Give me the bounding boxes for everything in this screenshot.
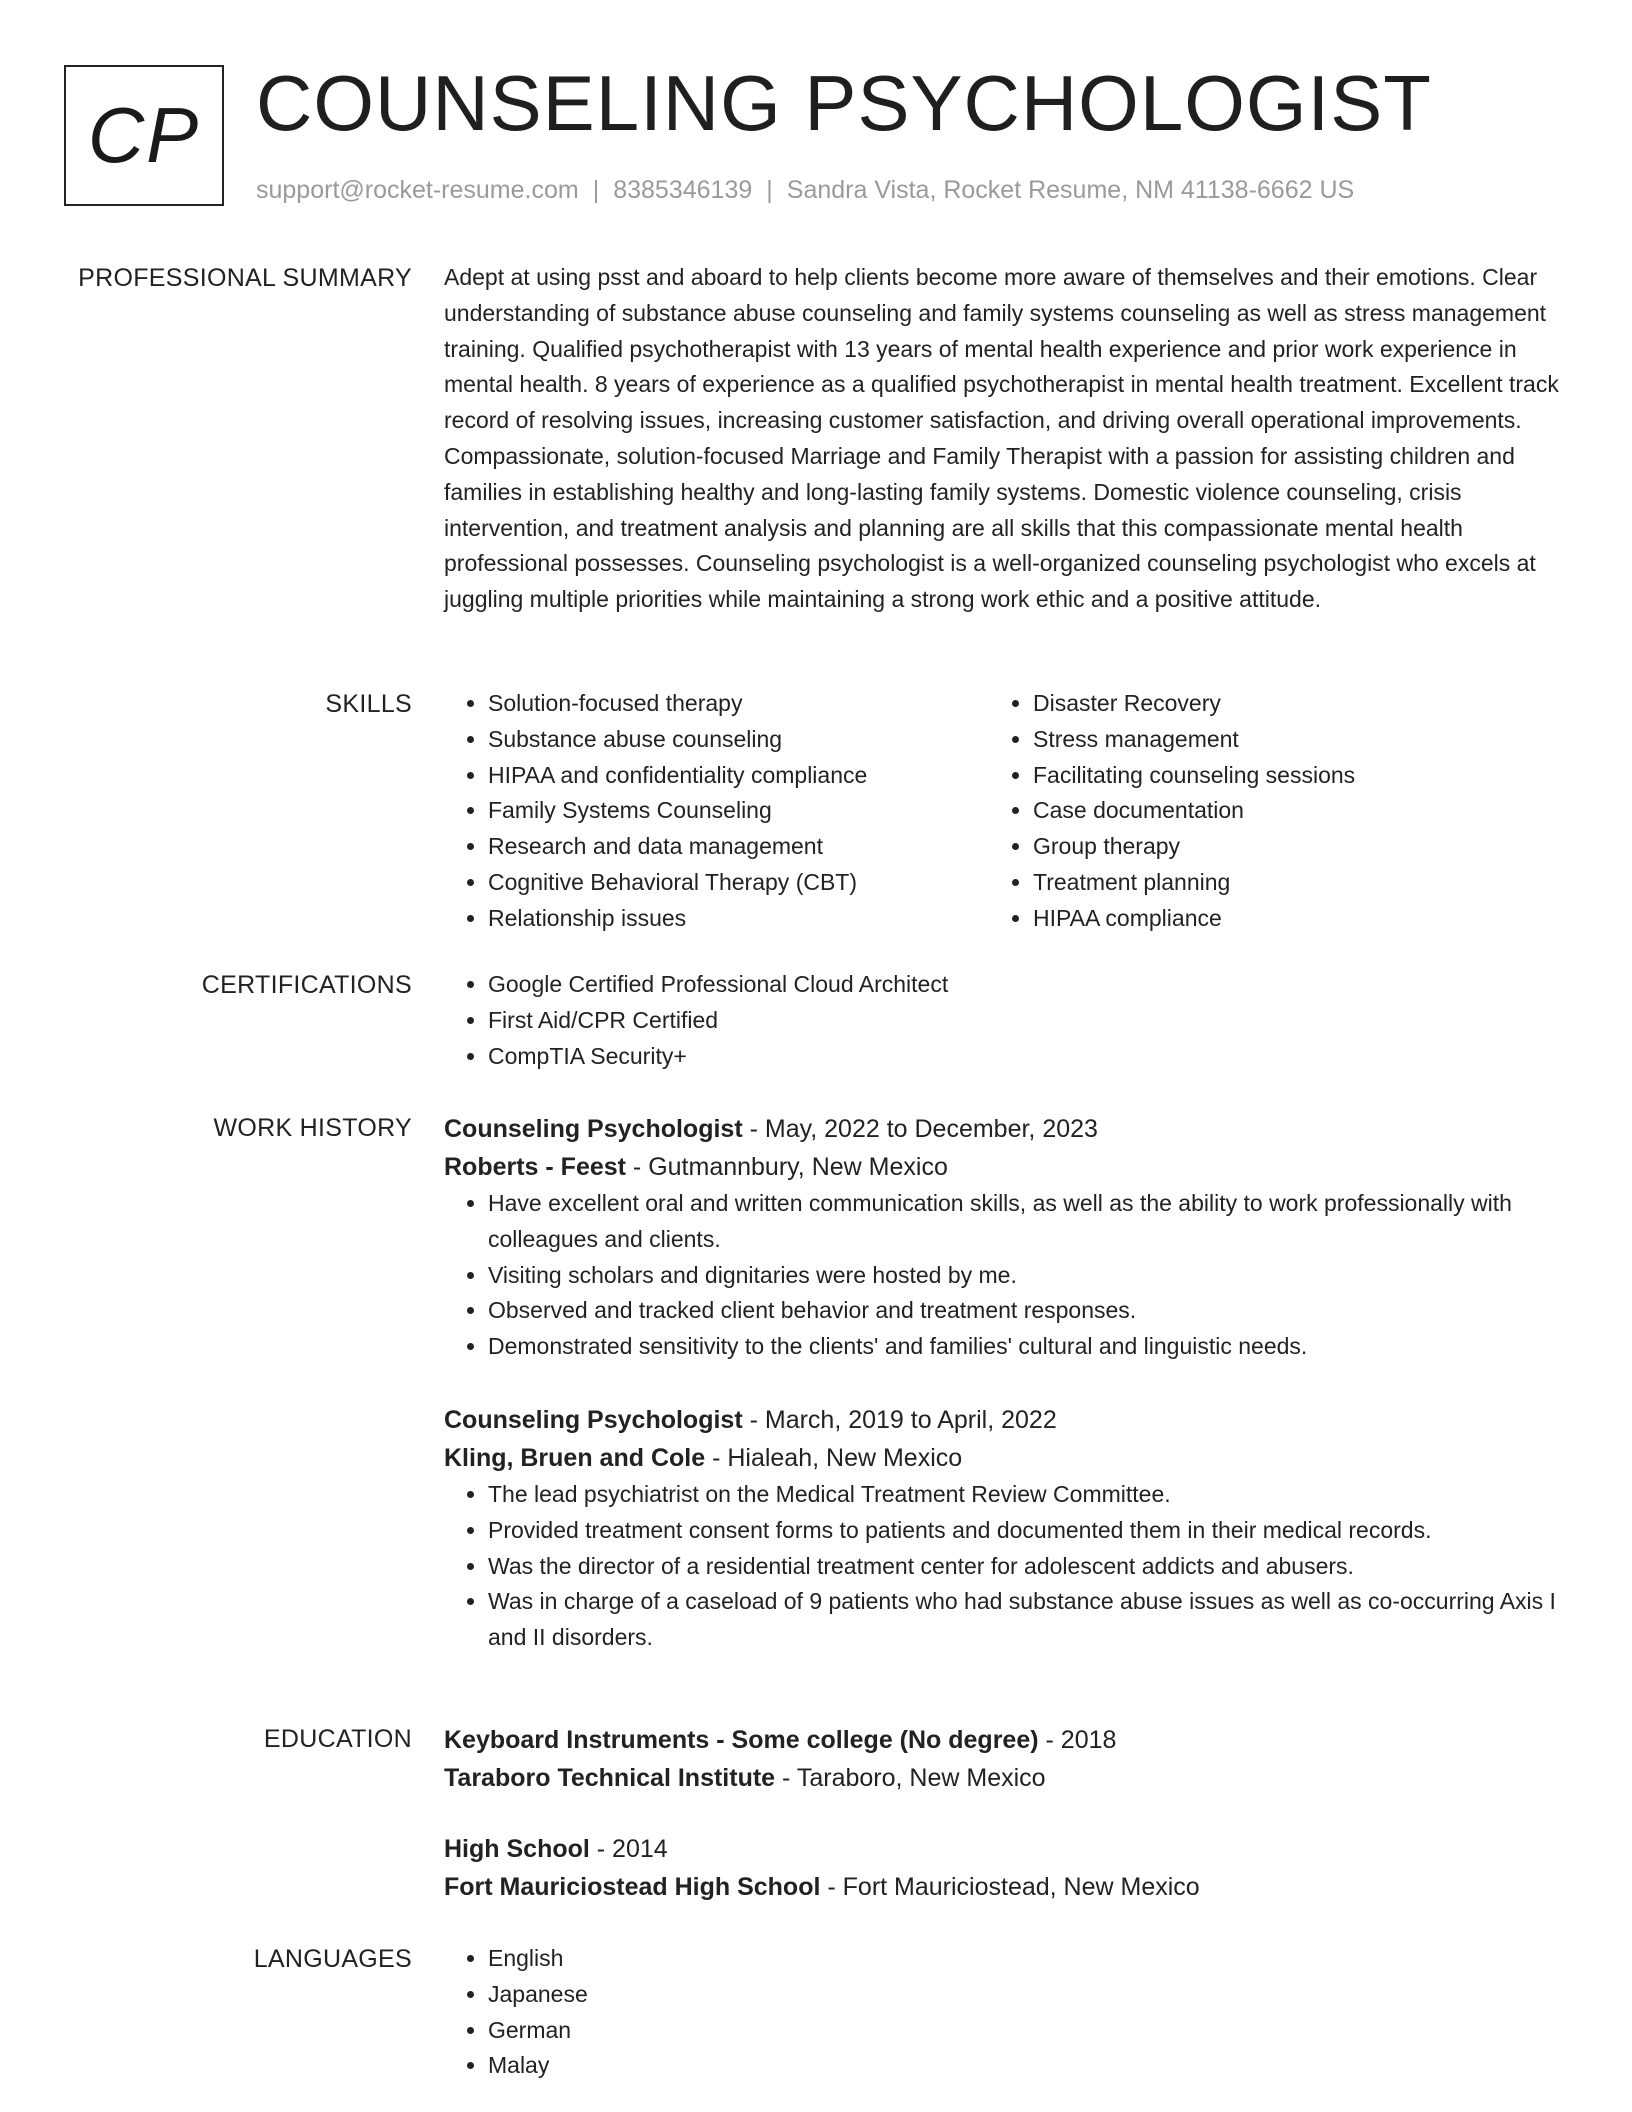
- summary-text: Adept at using psst and aboard to help clients become more aware of themselves and their emotions. Clear understanding of substance abuse counseling and family systems counseling as well as stress management training. Qualified psychotherapist with 13 years of mental health experience and prior work experience in mental health. 8 years of experience as a qualified psychotherapist in mental health treatment. Excellent track record of resolving issues, increasing customer satisfaction, and driving overall operational improvements. Compassionate, solution-focused Marriage and Family Therapist with a passion for assisting children and families in establishing healthy and long-lasting family systems. Domestic violence counseling, crisis intervention, and treatment analysis and planning are all skills that this compassionate mental health professional possesses. Counseling psychologist is a well-organized counseling psychologist who excels at juggling multiple priorities while maintaining a strong work ethic and a positive attitude.: [444, 264, 1559, 613]
- job-title: Counseling Psychologist: [444, 1115, 743, 1143]
- job-bullet: • Demonstrated sensitivity to the clients' and families' cultural and linguistic needs.: [488, 1329, 1562, 1365]
- education-school-line: [444, 1759, 1562, 1797]
- contact-address: Sandra Vista, Rocket Resume, NM 41138-6662 US: [786, 176, 1355, 204]
- language-item: • Japanese: [488, 1977, 1562, 2013]
- education-location: - Fort Mauriciostead, New Mexico: [820, 1873, 1200, 1901]
- skill-item: • Facilitating counseling sessions: [1033, 758, 1534, 794]
- job-title-line: [444, 1110, 1562, 1148]
- contact-phone[interactable]: 8385346139: [613, 176, 753, 204]
- job-location: - Hialeah, New Mexico: [705, 1443, 963, 1472]
- contact-line: [256, 174, 1354, 206]
- skill-item: • Treatment planning: [1033, 865, 1534, 901]
- skill-item: • Cognitive Behavioral Therapy (CBT): [488, 865, 989, 901]
- job-bullet: • Have excellent oral and written communication skills, as well as the ability to work professionally with colleagues and clients.: [488, 1186, 1562, 1258]
- education-entry: [444, 1830, 1562, 1906]
- education-year: - 2018: [1038, 1726, 1117, 1754]
- education-school: Fort Mauriciostead High School: [444, 1873, 821, 1901]
- job-bullets: [444, 1477, 1562, 1656]
- contact-separator: |: [766, 176, 773, 204]
- skills-body: [444, 686, 1562, 937]
- education-school-line: [444, 1868, 1562, 1906]
- education-degree: Keyboard Instruments - Some college (No degree): [444, 1726, 1039, 1754]
- contact-separator: |: [592, 176, 600, 204]
- job-company: Kling, Bruen and Cole: [444, 1443, 706, 1472]
- education-school: Taraboro Technical Institute: [444, 1764, 776, 1792]
- job-company-line: [444, 1439, 1562, 1477]
- language-item: • Malay: [488, 2048, 1562, 2084]
- section-label-work-history: WORK HISTORY: [213, 1114, 412, 1142]
- skill-item: • Research and data management: [488, 829, 989, 865]
- education-year: - 2014: [589, 1835, 668, 1863]
- job-location: - Gutmannbury, New Mexico: [625, 1153, 948, 1181]
- skill-item: • Case documentation: [1033, 793, 1534, 829]
- monogram-initials: CP: [87, 91, 201, 179]
- languages-body: [444, 1941, 1562, 2084]
- certification-item: • Google Certified Professional Cloud Architect: [488, 967, 1562, 1003]
- skill-item: • Stress management: [1033, 722, 1534, 758]
- education-entry: [444, 1721, 1562, 1797]
- candidate-name: COUNSELING PSYCHOLOGIST: [256, 59, 1432, 147]
- job-bullet: • Provided treatment consent forms to patients and documented them in their medical records.: [488, 1513, 1562, 1549]
- job-company-line: [444, 1148, 1562, 1186]
- job-title-line: [444, 1401, 1562, 1439]
- skill-item: • Group therapy: [1033, 829, 1534, 865]
- job-dates: - May, 2022 to December, 2023: [742, 1115, 1098, 1143]
- certifications-body: [444, 967, 1562, 1074]
- job-bullet: • Was the director of a residential treatment center for adolescent addicts and abusers.: [488, 1549, 1562, 1585]
- job-dates: - March, 2019 to April, 2022: [742, 1405, 1057, 1434]
- section-label-skills: SKILLS: [325, 690, 412, 718]
- skill-item: • Solution-focused therapy: [488, 686, 989, 722]
- skill-item: • Relationship issues: [488, 901, 989, 937]
- monogram-box: [64, 65, 224, 206]
- contact-email[interactable]: support@rocket-resume.com: [256, 176, 579, 204]
- summary-body: [444, 260, 1562, 618]
- work-history-body: [444, 1110, 1562, 1656]
- section-label-education: EDUCATION: [263, 1725, 412, 1753]
- skills-column-left: [444, 686, 989, 937]
- language-item: • English: [488, 1941, 1562, 1977]
- education-body: [444, 1721, 1562, 1906]
- certification-item: • CompTIA Security+: [488, 1039, 1562, 1075]
- education-degree-line: [444, 1721, 1562, 1759]
- section-label-summary: PROFESSIONAL SUMMARY: [78, 264, 412, 292]
- job-entry: [444, 1401, 1562, 1656]
- job-bullet: • Was in charge of a caseload of 9 patients who had substance abuse issues as well as co-occurring Axis I and II disorders.: [488, 1584, 1562, 1656]
- language-item: • German: [488, 2013, 1562, 2049]
- job-bullet: • Visiting scholars and dignitaries were hosted by me.: [488, 1258, 1562, 1294]
- education-degree: High School: [444, 1835, 590, 1863]
- section-label-certifications: CERTIFICATIONS: [201, 971, 412, 999]
- skill-item: • HIPAA and confidentiality compliance: [488, 758, 989, 794]
- job-title: Counseling Psychologist: [444, 1405, 743, 1434]
- education-degree-line: [444, 1830, 1562, 1868]
- skill-item: • HIPAA compliance: [1033, 901, 1534, 937]
- skills-column-right: [989, 686, 1534, 937]
- skill-item: • Disaster Recovery: [1033, 686, 1534, 722]
- job-bullet: • Observed and tracked client behavior and treatment responses.: [488, 1293, 1562, 1329]
- certification-item: • First Aid/CPR Certified: [488, 1003, 1562, 1039]
- job-bullets: [444, 1186, 1562, 1365]
- education-location: - Taraboro, New Mexico: [775, 1764, 1046, 1792]
- section-label-languages: LANGUAGES: [253, 1945, 412, 1973]
- job-company: Roberts - Feest: [444, 1153, 626, 1181]
- job-entry: [444, 1110, 1562, 1365]
- skill-item: • Substance abuse counseling: [488, 722, 989, 758]
- job-bullet: • The lead psychiatrist on the Medical Treatment Review Committee.: [488, 1477, 1562, 1513]
- skill-item: • Family Systems Counseling: [488, 793, 989, 829]
